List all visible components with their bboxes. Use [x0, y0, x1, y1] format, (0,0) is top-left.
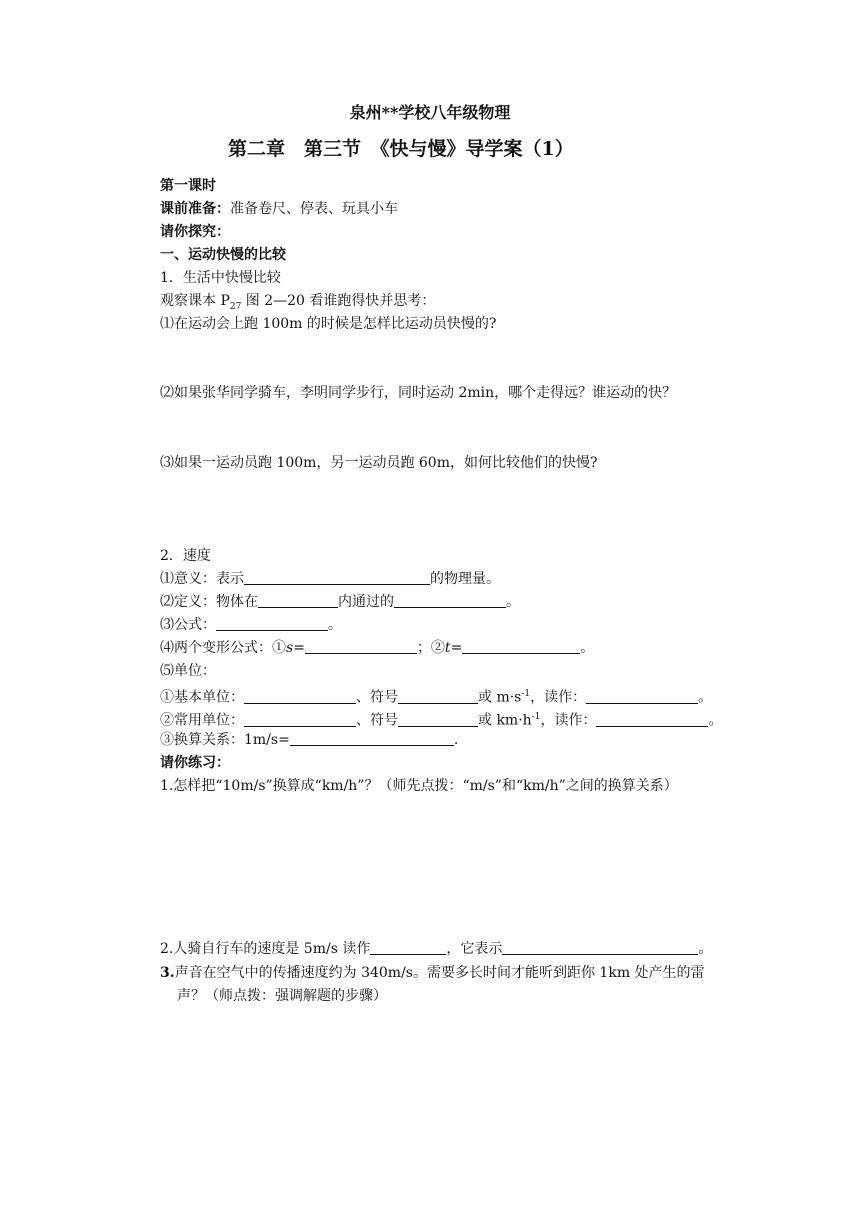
formula-text-a: ⑶公式： [160, 617, 216, 633]
basic-unit-line [160, 685, 712, 707]
section1-item1: 1．生活中快慢比较 [160, 270, 281, 286]
formula-text-b: 。 [328, 617, 342, 633]
meaning-blank[interactable] [244, 570, 430, 585]
observe-line [160, 292, 435, 316]
practice-1: 1.怎样把“10m/s”换算成“km/h”？（师先点拨：“m/s”和“km/h”之间的换算关系） [160, 778, 678, 794]
common-blank-reading[interactable] [596, 712, 708, 727]
def-text-c: 。 [506, 594, 520, 610]
basic-exponent: -1 [521, 689, 531, 699]
speed-variants [160, 639, 594, 657]
question-3: ⑶如果一运动员跑 100m，另一运动员跑 60m，如何比较他们的快慢? [160, 455, 598, 471]
variant-eq-2: = [450, 640, 463, 656]
basic-blank-reading[interactable] [586, 689, 698, 704]
variant-text-end: 。 [580, 640, 595, 656]
common-text-c: 或 km·h [478, 712, 532, 729]
speed-units-label: ⑸单位： [160, 663, 216, 679]
formula-blank[interactable] [216, 616, 328, 631]
convert-blank[interactable] [290, 731, 454, 746]
question-2: ⑵如果张华同学骑车，李明同学步行，同时运动 2min，哪个走得远？谁运动的快？ [160, 385, 677, 401]
basic-text-c: 或 m·s [478, 689, 522, 706]
common-blank-unit[interactable] [244, 712, 356, 727]
variant-blank-s[interactable] [305, 639, 417, 654]
meaning-text-b: 的物理量。 [430, 571, 500, 587]
variant-eq-1: = [293, 640, 305, 656]
speed-meaning [160, 570, 500, 588]
p2-text-b: ，它表示 [446, 941, 503, 957]
lesson-label: 第一课时 [160, 178, 216, 194]
common-text-d: ，读作： [540, 712, 597, 729]
p3-number: 3. [160, 965, 175, 981]
variant-text-mid: ；② [416, 640, 445, 656]
common-unit-line [160, 708, 722, 730]
practice-heading: 请你练习： [160, 755, 230, 771]
p3-text-a: 声音在空气中的传播速度约为 340m/s。需要多长时间才能听到距你 1km 处产生的雷 [174, 965, 705, 981]
observe-text-a: 观察课本 P [160, 293, 230, 309]
section1-heading: 一、运动快慢的比较 [160, 247, 286, 263]
prep-text: 准备卷尺、停表、玩具小车 [230, 201, 398, 217]
practice-3-cont: 声？（师点拨：强调解题的步骤） [177, 988, 387, 1004]
basic-blank-unit[interactable] [244, 689, 356, 704]
variant-s-symbol: s [286, 640, 294, 656]
basic-blank-symbol[interactable] [398, 689, 478, 704]
variant-blank-t[interactable] [462, 639, 580, 654]
page-title: 第二章 第三节 《快与慢》导学案（1） [228, 138, 574, 160]
def-text-a: ⑵定义：物体在 [160, 594, 258, 610]
speed-formula [160, 616, 342, 634]
common-text-e: 。 [708, 712, 723, 729]
variant-t-symbol: t [444, 640, 451, 656]
conversion-line [160, 731, 458, 749]
explore-label: 请你探究： [160, 224, 230, 240]
def-blank-distance[interactable] [394, 593, 506, 608]
def-blank-time[interactable] [258, 593, 338, 608]
speed-definition [160, 593, 520, 611]
convert-text-b: . [453, 732, 459, 748]
basic-text-a: ①基本单位： [160, 689, 244, 706]
p2-blank-meaning[interactable] [502, 940, 698, 955]
variant-text-a: ⑷两个变形公式：① [160, 640, 286, 656]
basic-text-b: 、符号 [356, 689, 398, 706]
question-1: ⑴在运动会上跑 100m 的时候是怎样比运动员快慢的? [160, 316, 497, 332]
common-text-b: 、符号 [356, 712, 398, 729]
practice-3 [160, 964, 705, 982]
convert-text-a: ③换算关系：1m/s= [160, 732, 290, 748]
practice-2 [160, 940, 712, 958]
meaning-text-a: ⑴意义：表示 [160, 571, 244, 587]
p2-text-a: 2.人骑自行车的速度是 5m/s 读作 [160, 941, 371, 957]
def-text-b: 内通过的 [338, 594, 394, 610]
prep-line [160, 200, 398, 218]
common-exponent: -1 [531, 712, 541, 722]
common-blank-symbol[interactable] [398, 712, 478, 727]
p2-blank-reading[interactable] [370, 940, 446, 955]
common-text-a: ②常用单位： [160, 712, 244, 729]
p2-text-c: 。 [698, 941, 713, 957]
speed-heading: 2．速度 [160, 548, 211, 564]
observe-text-b: 图 2—20 看谁跑得快并思考： [241, 293, 436, 309]
basic-text-d: ，读作： [530, 689, 587, 706]
basic-text-e: 。 [698, 689, 713, 706]
school-header: 泉州**学校八年级物理 [349, 103, 511, 122]
observe-page-sub: 27 [229, 301, 242, 312]
prep-label: 课前准备： [160, 201, 230, 217]
